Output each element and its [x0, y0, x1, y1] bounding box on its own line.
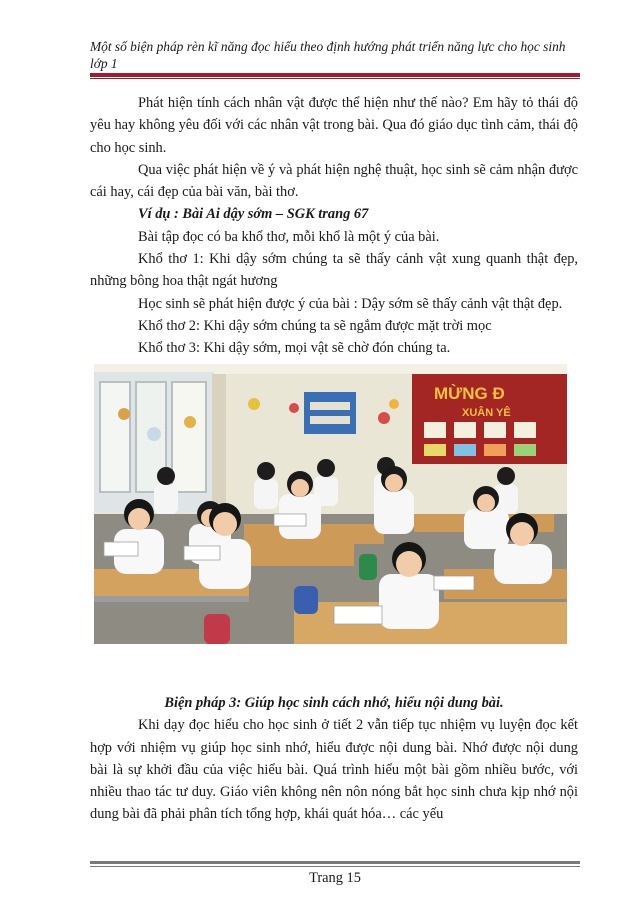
paragraph: Khổ thơ 1: Khi dậy sớm chúng ta sẽ thấy cảnh vật xung quanh thật đẹp, những bông hoa thật ngát hương [90, 251, 578, 290]
body-text [90, 92, 578, 360]
paragraph: Phát hiện tính cách nhân vật được thể hiện như thế nào? Em hãy tỏ thái độ yêu hay không yêu đối với các nhân vật trong bài. Qua đó giáo dục tình cảm, thái độ cho học sinh. [90, 95, 578, 156]
header-rule [90, 73, 580, 77]
paragraph: Khổ thơ 2: Khi dậy sớm chúng ta sẽ ngắm được mặt trời mọc [138, 317, 492, 334]
paragraph: Qua việc phát hiện về ý và phát hiện nghệ thuật, học sinh sẽ cảm nhận được cái hay, cái đẹp của bài văn, bài thơ. [90, 161, 578, 201]
paragraph: Khi dạy đọc hiểu cho học sinh ở tiết 2 vẫn tiếp tục nhiệm vụ luyện đọc kết hợp với nhiệm vụ giúp học sinh nhớ, hiểu được nội dung bài. Nhớ được nội dung bài là sự khởi đầu của việc hiểu bài. Quá trình hiểu một bài gồm nhiều bước, với nhiều thao tác tư duy. Giáo viên không nên nôn nóng bắt học sinh chưa kịp nhớ nội dung bài đã phải phân tích tổng hợp, khái quát hóa… các yếu [90, 717, 578, 823]
board-text-2: XUÂN YÊ [462, 407, 511, 419]
board-text-1: MỪNG Đ [434, 384, 505, 403]
classroom-photo [94, 364, 567, 644]
paragraph: Học sinh sẽ phát hiện được ý của bài : Dậy sớm sẽ thấy cảnh vật thật đẹp. [138, 295, 563, 312]
footer-rule [90, 861, 580, 864]
paragraph: Bài tập đọc có ba khổ thơ, mỗi khổ là một ý của bài. [138, 228, 440, 245]
running-header: Một số biện pháp rèn kĩ năng đọc hiểu theo định hướng phát triển năng lực cho học sinh lớp 1 [90, 39, 566, 71]
example-heading: Ví dụ : Bài Ai dậy sớm – SGK trang 67 [138, 206, 369, 223]
paragraph: Khổ thơ 3: Khi dậy sớm, mọi vật sẽ chờ đón chúng ta. [138, 340, 451, 357]
footer-rule-thin [90, 866, 580, 867]
section-heading: Biện pháp 3: Giúp học sinh cách nhớ, hiểu nội dung bài. [164, 695, 504, 711]
header-rule-thin [90, 78, 580, 79]
page-number: Trang 15 [309, 870, 361, 886]
section-text [90, 692, 578, 826]
